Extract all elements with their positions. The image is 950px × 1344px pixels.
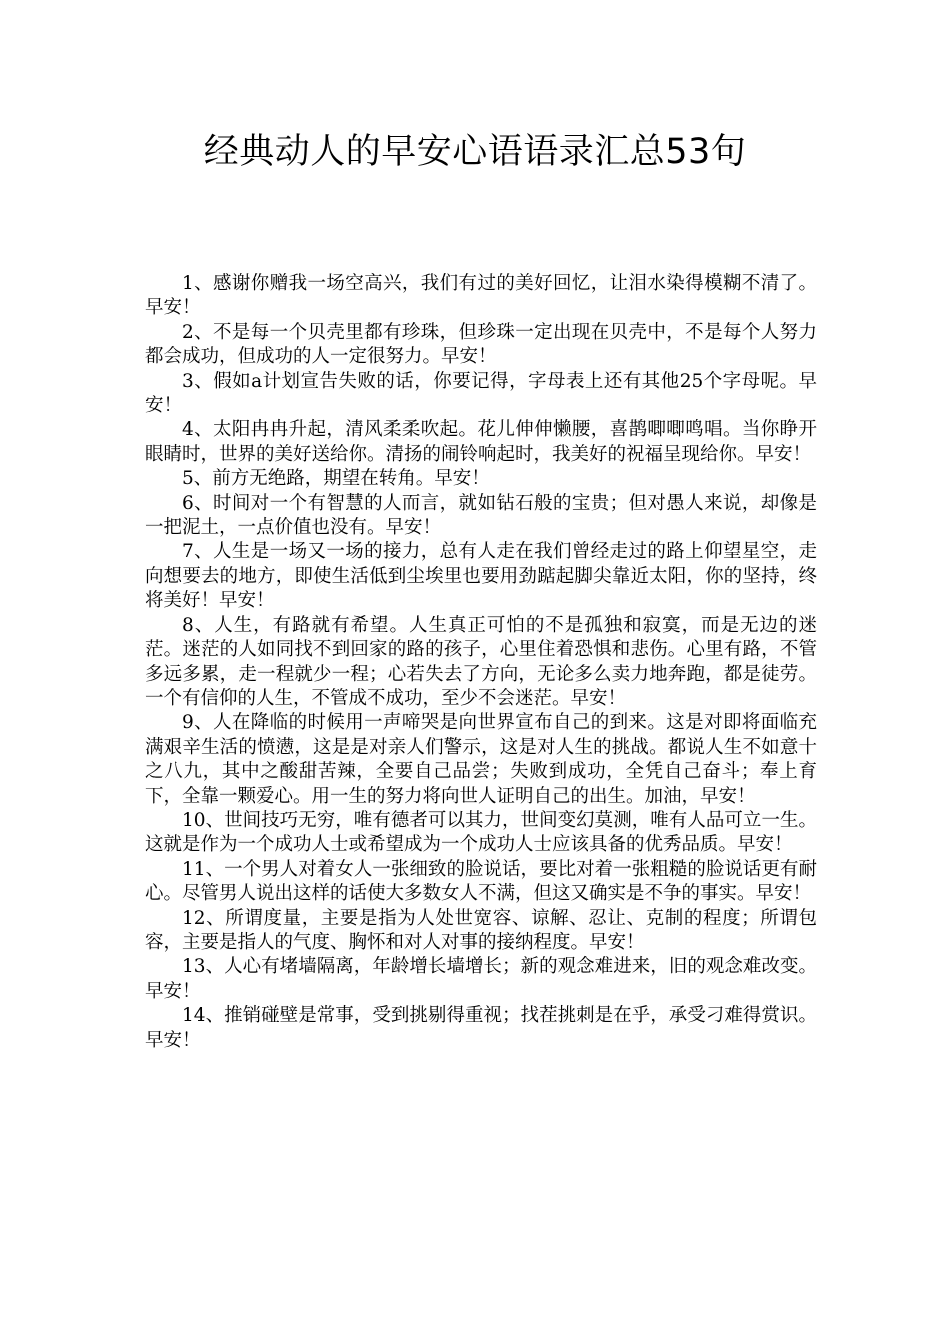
paragraph: 6、时间对一个有智慧的人而言，就如钻石般的宝贵；但对愚人来说，却像是一把泥土，一点价值也没有。早安！ bbox=[145, 492, 817, 539]
paragraph: 9、人在降临的时候用一声啼哭是向世界宣布自己的到来。这是对即将面临充满艰辛生活的愤懑，这是是对亲人们警示，这是对人生的挑战。都说人生不如意十之八九，其中之酸甜苦辣，全要自己品尝；失败到成功，全凭自己奋斗；奉上育下，全靠一颗爱心。用一生的努力将向世人证明自己的出生。加油，早安！ bbox=[145, 712, 817, 807]
paragraph: 3、假如a计划宣告失败的话，你要记得，字母表上还有其他25个字母呢。早安！ bbox=[145, 370, 817, 417]
document-body bbox=[145, 272, 817, 1053]
paragraph: 10、世间技巧无穷，唯有德者可以其力，世间变幻莫测，唯有人品可立一生。这就是作为一个成功人士或希望成为一个成功人士应该具备的优秀品质。早安！ bbox=[145, 809, 817, 856]
paragraph: 14、推销碰壁是常事，受到挑剔得重视；找茬挑刺是在乎，承受刁难得赏识。早安！ bbox=[145, 1005, 817, 1051]
document-title: 经典动人的早安心语语录汇总53句 bbox=[203, 132, 747, 172]
paragraph: 12、所谓度量，主要是指为人处世宽容、谅解、忍让、克制的程度；所谓包容，主要是指人的气度、胸怀和对人对事的接纳程度。早安！ bbox=[145, 907, 817, 953]
paragraph: 13、人心有堵墙隔离，年龄增长墙增长；新的观念难进来，旧的观念难改变。早安！ bbox=[145, 956, 817, 1002]
paragraph: 5、前方无绝路，期望在转角。早安！ bbox=[182, 468, 490, 490]
paragraph: 8、人生，有路就有希望。人生真正可怕的不是孤独和寂寞，而是无边的迷茫。迷茫的人如同找不到回家的路的孩子，心里住着恐惧和悲伤。心里有路，不管多远多累，走一程就少一程；心若失去了方向，无论多么卖力地奔跑，都是徒劳。一个有信仰的人生，不管成不成功，至少不会迷茫。早安！ bbox=[145, 614, 817, 709]
paragraph: 4、太阳冉冉升起，清风柔柔吹起。花儿伸伸懒腰，喜鹊唧唧鸣唱。当你睁开眼睛时，世界的美好送给你。清扬的闹铃响起时，我美好的祝福呈现给你。早安！ bbox=[145, 419, 817, 465]
paragraph: 7、人生是一场又一场的接力，总有人走在我们曾经走过的路上仰望星空，走向想要去的地方，即使生活低到尘埃里也要用劲踮起脚尖靠近太阳，你的坚持，终将美好！早安！ bbox=[145, 541, 817, 612]
paragraph: 2、不是每一个贝壳里都有珍珠，但珍珠一定出现在贝壳中，不是每个人努力都会成功，但成功的人一定很努力。早安！ bbox=[145, 321, 817, 368]
paragraph: 1、感谢你赠我一场空高兴，我们有过的美好回忆，让泪水染得模糊不清了。早安！ bbox=[145, 273, 817, 319]
paragraph: 11、一个男人对着女人一张细致的脸说话，要比对着一张粗糙的脸说话更有耐心。尽管男人说出这样的话使大多数女人不满，但这又确实是不争的事实。早安！ bbox=[145, 858, 817, 905]
